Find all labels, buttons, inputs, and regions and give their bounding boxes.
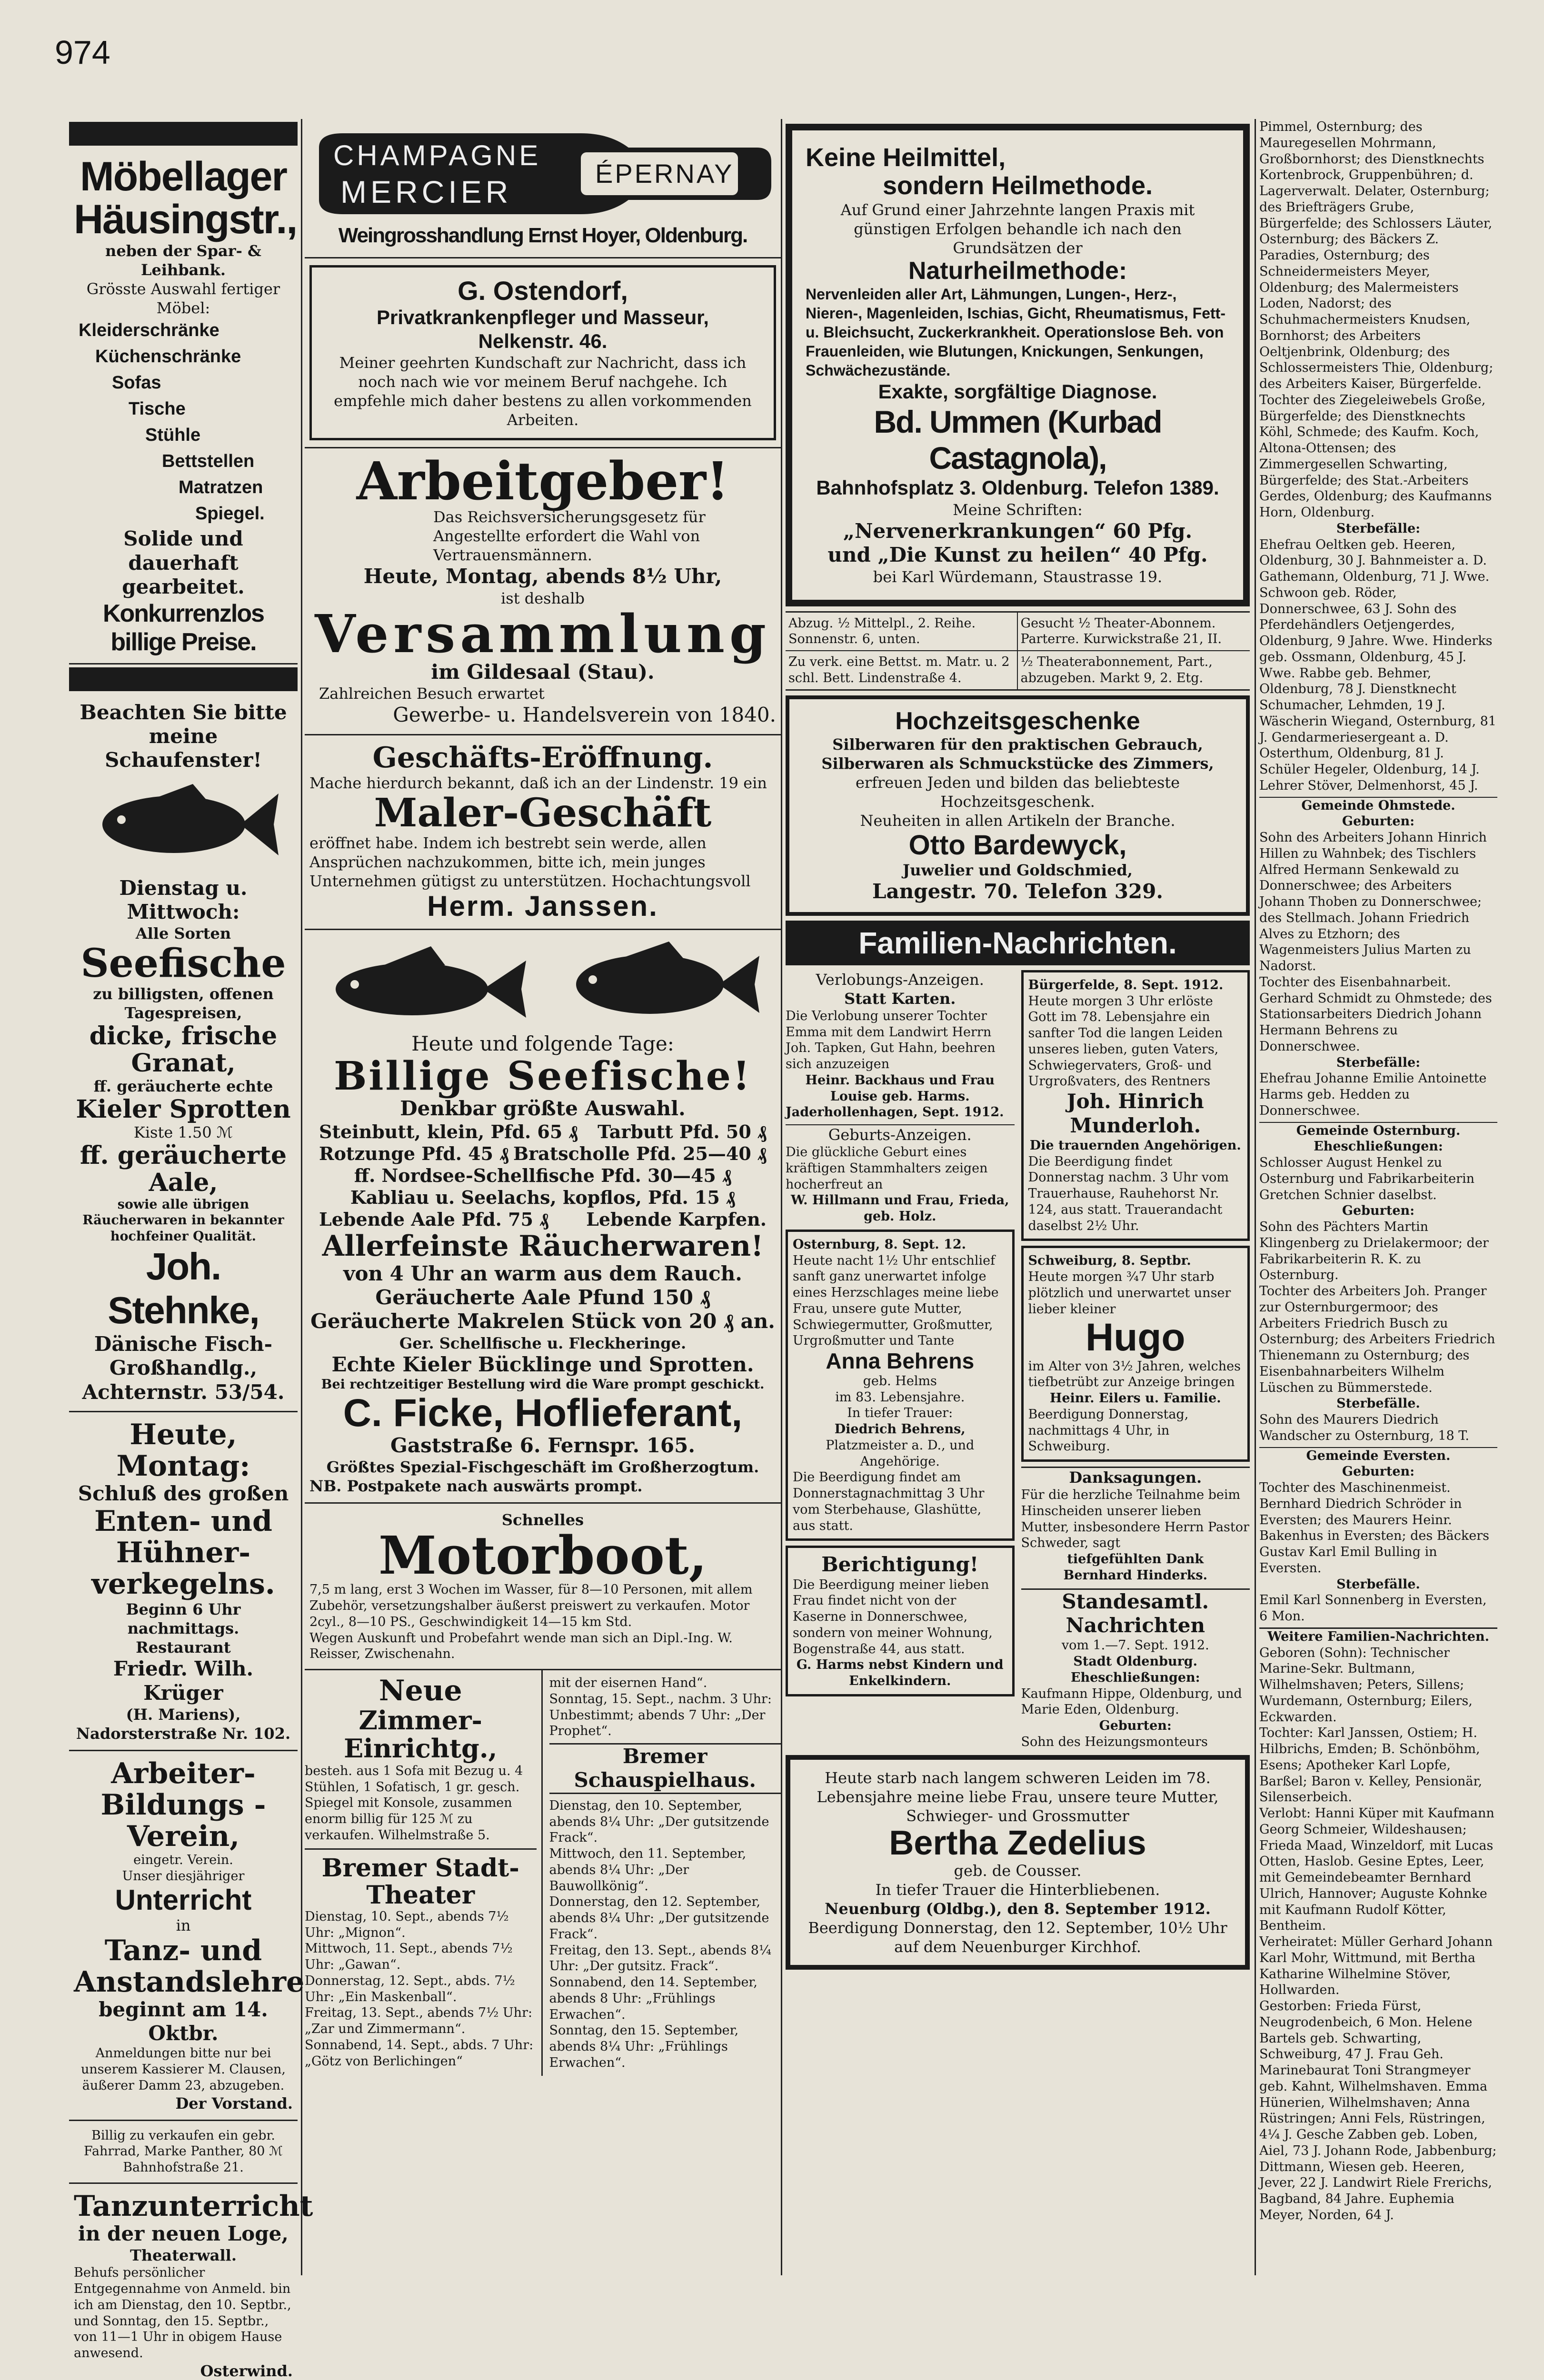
- section-heading: Statt Karten.: [844, 989, 956, 1008]
- notice-behrens: [786, 1230, 1015, 1541]
- ad-name: Joh. Stehnke,: [108, 1245, 259, 1331]
- register-heading: Weitere Familien-Nachrichten.: [1259, 1627, 1497, 1645]
- ad-title: Versammlung: [315, 603, 771, 664]
- ad-text: Theaterwall.: [130, 2246, 237, 2265]
- ad-text: Neuheiten in allen Artikeln der Branche.: [860, 811, 1175, 830]
- register-heading: Geburten:: [1342, 814, 1415, 829]
- notice-signature: Heinr. Backhaus und Frau Louise geb. Harms.: [805, 1072, 995, 1104]
- fish-illustration: [83, 779, 283, 870]
- ad-text: (H. Mariens),: [126, 1706, 241, 1724]
- performance-line: Dienstag, 10. Sept., abends 7½ Uhr: „Mignon“.: [305, 1909, 509, 1940]
- ad-text: Ger. Schellfische u. Fleckheringe.: [399, 1334, 687, 1352]
- furniture-item: Bettstellen: [162, 451, 255, 472]
- notice-text: tiefgefühlten Dank: [1067, 1552, 1204, 1567]
- register-text: Emil Karl Sonnenberg in Eversten, 6 Mon.: [1259, 1593, 1487, 1624]
- ad-text: Nelkenstr. 46.: [478, 329, 608, 352]
- notice-signature: Diedrich Behrens,: [834, 1422, 966, 1437]
- performance-line: Sonntag, den 15. September, abends 8¼ Uhr: „Frühlings Erwachen“.: [549, 2023, 739, 2070]
- performance-line: Sonnabend, den 14. September, abends 8 Uhr: „Frühlings Erwachen“.: [549, 1975, 757, 2022]
- ad-text: Langestr. 70. Telefon 329.: [872, 879, 1163, 903]
- notice-signature: Bernhard Hinderks.: [1063, 1567, 1207, 1583]
- ad-name: Friedr. Wilh. Krüger: [113, 1657, 254, 1705]
- furniture-item: Küchenschränke: [95, 346, 241, 367]
- ad-motorboot: [305, 1504, 781, 1670]
- page-number: 974: [55, 34, 110, 71]
- familien-right: [1021, 970, 1250, 1750]
- ad-name: G. Ostendorf,: [458, 276, 628, 306]
- performance-line: Donnerstag, den 12. September, abends 8¼ Uhr: „Der gutsitzende Frack“.: [549, 1894, 769, 1942]
- ad-text: ist deshalb: [501, 589, 585, 607]
- ad-moebellager: [69, 149, 298, 664]
- champagne-bottle: [314, 129, 771, 219]
- notice-text: In tiefer Trauer:: [847, 1406, 953, 1421]
- notice-hugo: [1021, 1246, 1250, 1462]
- performance-line: Sonntag, 15. Sept., nachm. 3 Uhr: Unbestimmt; abends 7 Uhr: „Der Prophet“.: [549, 1691, 772, 1739]
- ad-title: Maler-Geschäft: [374, 790, 712, 836]
- register-text: Tochter: Karl Janssen, Ostiem; H. Hilbrichs, Emden; B. Schönböhm, Esens; Apotheker Karl Lopfe, Barßel; Baron v. Kelley, Pensionär, Silenserbeich.: [1259, 1726, 1483, 1805]
- ad-text: Bei rechtzeitiger Bestellung wird die Ware prompt geschickt.: [321, 1377, 765, 1392]
- ad-text: Mache hierdurch bekannt, daß ich an der Lindenstr. 19 ein: [309, 774, 767, 792]
- price-item: Tarbutt Pfd. 50 ₰: [598, 1121, 767, 1142]
- ad-text: Enten- und Hühner-verkegelns.: [91, 1505, 275, 1601]
- ad-arbeitgeber: [305, 448, 781, 735]
- register-text: Tochter des Ziegeleiwebels Große, Bürgerfelde; des Dienstknechts Köhl, Schmede; des Kaufm. Koch, Altona-Ottensen; des Zimmergesellen Schwarting, Bürgerfelde; des Stat.-Arbeiters Gerdes, Oldenburg; des Kaufmanns Horn, Oldenburg.: [1259, 392, 1492, 520]
- ad-title: Hochzeitsgeschenke: [895, 707, 1140, 735]
- ad-text: und „Die Kunst zu heilen“ 40 Pfg.: [827, 543, 1208, 567]
- ad-text: Das Reichsversicherungsgesetz für Angestellte erfordert die Wahl von Vertrauensmännern.: [433, 508, 706, 565]
- ad-title: Bremer Schauspielhaus.: [549, 1743, 781, 1794]
- section-heading: Verlobungs-Anzeigen.: [816, 970, 984, 989]
- notice-text: Beerdigung Donnerstag, den 12. September, 10½ Uhr auf dem Neuenburger Kirchhof.: [808, 1919, 1227, 1956]
- ad-text: Beginn 6 Uhr nachmittags.: [126, 1600, 241, 1638]
- ad-text: bei Karl Würdemann, Staustrasse 19.: [873, 567, 1163, 586]
- column-1: [69, 119, 313, 2380]
- ad-text: dicke, frische Granat,: [89, 1021, 278, 1078]
- section-heading: Geburts-Anzeigen.: [786, 1124, 1015, 1144]
- ad-text: Dienstag u. Mittwoch:: [119, 876, 248, 924]
- ad-text: Meine Schriften:: [953, 500, 1083, 519]
- register-text: Sohn des Arbeiters Johann Hinrich Hillen zu Wahnbek; des Tischlers Alfred Hermann Senkewald zu Donnerschwee; des Arbeiters Johann Thoben zu Donnerschwee; des Stellmach. Johann Friedrich Alves zu Etzhorn; des Wagenmeisters Julius Marten zu Nadorst.: [1259, 830, 1487, 973]
- ad-name: C. Ficke, Hoflieferant,: [343, 1391, 743, 1435]
- furniture-item: Spiegel.: [195, 504, 265, 524]
- notice-signature: Heinr. Eilers u. Familie.: [1049, 1391, 1221, 1406]
- register-text: Tochter des Maschinenmeist. Bernhard Diedrich Schröder in Eversten; des Maurers Heinr. Bakenhus in Eversten; des Bäckers Gustav Karl Emil Bulling in Eversten.: [1259, 1480, 1489, 1576]
- ad-title: sondern Heilmethode.: [882, 171, 1153, 200]
- notice-title: Standesamtl. Nachrichten: [1062, 1589, 1209, 1637]
- ad-text: Neue: [379, 1674, 462, 1708]
- notice-text: Die Beerdigung meiner lieben Frau findet nicht von der Kaserne in Donnerschwee, sondern von meiner Wohnung, Bogenstraße 44, aus statt.: [793, 1577, 993, 1656]
- ad-signature: Osterwind.: [200, 2361, 293, 2380]
- ad-text: in: [176, 1916, 191, 1934]
- register-text: Schlosser August Henkel zu Osternburg und Fabrikarbeiterin Gretchen Schnier daselbst.: [1259, 1155, 1475, 1202]
- brand-line: CHAMPAGNE: [333, 139, 541, 171]
- furniture-item: Sofas: [112, 372, 161, 393]
- notice-text: Neuenburg (Oldbg.), den 8. September 1912.: [825, 1900, 1211, 1918]
- ad-subtitle: neben der Spar- & Leihbank.: [105, 241, 261, 279]
- ad-title: Naturheilmethode:: [908, 257, 1127, 285]
- ad-title: Zimmer-Einrichtg.,: [344, 1705, 498, 1764]
- ad-text: Exakte, sorgfältige Diagnose.: [878, 380, 1157, 403]
- price-row: [309, 1187, 776, 1209]
- ad-schauspielhaus: [549, 1670, 781, 2076]
- notice-text: vom 1.—7. Sept. 1912.: [1061, 1638, 1209, 1653]
- notice-signature: G. Harms nebst Kindern und Enkelkindern.: [796, 1657, 1004, 1689]
- ad-text: Schluß des großen: [78, 1481, 289, 1505]
- notice-text: Stadt Oldenburg.: [1073, 1654, 1198, 1669]
- ad-seefische-stehnke: [69, 694, 298, 1412]
- ad-text: Alle Sorten: [135, 924, 231, 943]
- register-heading: Eheschließungen:: [1314, 1139, 1443, 1154]
- small-ads-grid: [786, 611, 1250, 691]
- ad-text: zu billigsten, offenen Tagespreisen,: [93, 984, 274, 1022]
- ad-text: Denkbar größte Auswahl.: [400, 1097, 686, 1121]
- price-item: Lebende Aale Pfd. 75 ₰: [319, 1208, 549, 1230]
- divider-bar: [69, 122, 298, 146]
- register-heading: Geburten:: [1342, 1464, 1415, 1479]
- ad-maler-geschaeft: [305, 735, 781, 930]
- ad-text: eingetr. Verein.: [133, 1853, 233, 1868]
- brand-place: ÉPERNAY: [595, 159, 734, 188]
- ad-text: Konkurrenzlos billige Preise.: [102, 599, 264, 656]
- notice-text: Heute morgen ¾7 Uhr starb plötzlich und unerwartet unser lieber kleiner: [1028, 1269, 1231, 1317]
- notice-signature: Die trauernden Angehörigen.: [1029, 1138, 1241, 1153]
- ad-text: Kiste 1.50 ℳ: [133, 1123, 233, 1142]
- ad-text: Unser diesjähriger: [122, 1868, 245, 1884]
- notice-text: Für die herzliche Teilnahme beim Hinscheiden unserer lieben Mutter, insbesondere Herrn Pastor Schweder, sagt: [1021, 1488, 1249, 1551]
- ad-title: Arbeitgeber!: [356, 450, 729, 512]
- ad-text: Privatkrankenpfleger und Masseur,: [377, 306, 709, 328]
- register-text: Pimmel, Osternburg; des Mauregesellen Mohrmann, Großbornhorst; des Dienstknechts Kortenbrock, Gruppenbühren; d. Lagerverwalt. Delater, Osternburg; des Briefträgers Grube, Bürgerfelde; des Schlossers Läuter, Osternburg; des Bäckers Z. Paradies, Osternburg; des Schneidermeisters Meyer, Oldenburg; des Malermeisters Loden, Nadorst; des Schuhmachermeisters Knudsen, Bornhorst; des Arbeiters Oeltjenbrink, Oldenburg; des Schlossermeisters Thie, Oldenburg; des Arbeiters Kaiser, Bürgerfelde.: [1259, 119, 1494, 391]
- register-text: Geboren (Sohn): Technischer Marine-Sekr. Bultmann, Wilhelmshaven; Peters, Sillens; Wurdemann, Osternburg; Eilers, Eckwarden.: [1259, 1645, 1473, 1725]
- column-4: [1255, 119, 1502, 2275]
- ad-title: Tanz- und Anstandslehre: [74, 1934, 305, 1999]
- register-heading: Gemeinde Ohmstede.: [1259, 797, 1497, 814]
- ad-text: Zahlreichen Besuch erwartet: [319, 684, 545, 703]
- price-row: [309, 1143, 776, 1165]
- notice-text: Jaderhollenhagen, Sept. 1912.: [786, 1105, 1004, 1120]
- ad-name: Bd. Ummen (Kurbad Castagnola),: [874, 404, 1162, 476]
- register-text: Tochter des Arbeiters Joh. Pranger zur Osternburgermoor; des Arbeiters Friedrich Busch zu Osternburg; des Arbeiters Friedrich Thienemann zu Osternburg; des Eisenbahnarbeiters Wilhelm Lüschen zu Bümmerstede.: [1259, 1284, 1495, 1395]
- ad-text: Geräucherte Aale Pfund 150 ₰: [375, 1285, 710, 1309]
- notice-text: Geburten:: [1099, 1718, 1172, 1734]
- familien-left: [786, 970, 1015, 1750]
- small-ad: Abzug. ½ Mittelpl., 2. Reihe. Sonnenstr. 6, unten.: [786, 613, 1018, 652]
- ad-heilmethode: [781, 119, 1255, 611]
- notice-text: Die glückliche Geburt eines kräftigen Stammhalters zeigen hocherfreut an: [786, 1145, 988, 1192]
- register-text: Tochter des Eisenbahnarbeit. Gerhard Schmidt zu Ohmstede; des Stationsarbeiters Diedrich Johann Hermann Behrens zu Donnerschwee.: [1259, 974, 1492, 1054]
- ad-signature: Der Vorstand.: [175, 2094, 293, 2112]
- price-item: Bratscholle Pfd. 25—40 ₰: [513, 1142, 767, 1164]
- furniture-item: Matratzen: [179, 477, 263, 498]
- ad-text: Anmeldungen bitte nur bei unserem Kassierer M. Clausen, äußerer Damm 23, abzugeben.: [80, 2046, 286, 2093]
- ad-text: Solide und dauerhaft gearbeitet.: [122, 527, 245, 599]
- ad-title: Möbellager Häusingstr.,: [74, 154, 297, 243]
- ad-text: NB. Postpakete nach auswärts prompt.: [309, 1477, 643, 1496]
- ad-title: Geschäfts-Eröffnung.: [372, 741, 713, 774]
- notice-text: Heute nacht 1½ Uhr entschlief sanft ganz unerwartet infolge eines Herzschlages meine liebe Frau, unsere gute Mutter, Schwiegermutter, Großmutter, Urgroßmutter und Tante: [793, 1253, 999, 1349]
- register-heading: Gemeinde Osternburg.: [1259, 1122, 1497, 1139]
- register-text: Verheiratet: Müller Gerhard Johann Karl Mohr, Wittmund, mit Bertha Katharine Wilhelmine Stöver, Hollwarden.: [1259, 1934, 1493, 1998]
- price-row: [309, 1209, 776, 1230]
- register-heading: Gemeinde Eversten.: [1259, 1447, 1497, 1464]
- register-text: Ehefrau Johanne Emilie Antoinette Harms geb. Hedden zu Donnerschwee.: [1259, 1071, 1487, 1118]
- ad-text: 7,5 m lang, erst 3 Wochen im Wasser, für 8—10 Personen, mit allem Zubehör, versetzungshalber äußerst preiswert zu verkaufen. Motor 2cyl., 8—10 PS., Geschwindigkeit 14—15 km Std.: [309, 1582, 753, 1629]
- ad-title: Seefische: [80, 941, 286, 987]
- ad-ficke-seefische: [305, 930, 781, 1504]
- furniture-item: Stühle: [145, 425, 201, 445]
- familien-nachrichten-banner: Familien-Nachrichten.: [786, 921, 1250, 965]
- small-ad: Zu verk. eine Bettst. m. Matr. u. 2 schl. Bett. Lindenstraße 4.: [786, 651, 1018, 689]
- ad-text: Echte Kieler Bücklinge und Sprotten.: [331, 1352, 754, 1376]
- notice-text: geb. Helms: [863, 1373, 937, 1388]
- small-ad: Gesucht ½ Theater-Abonnem. Parterre. Kurwickstraße 21, II.: [1018, 613, 1250, 652]
- ad-name: Otto Bardewyck,: [908, 829, 1127, 861]
- ad-title: Motorboot,: [378, 1525, 707, 1587]
- ad-text: Grösste Auswahl fertiger Möbel:: [86, 279, 280, 317]
- ad-stadttheater: [305, 1850, 537, 2074]
- ad-champagne-mercier: [305, 119, 781, 258]
- price-row: [309, 1165, 776, 1187]
- furniture-item: Kleiderschränke: [79, 320, 219, 340]
- notice-text: Die Verlobung unserer Tochter Emma mit dem Landwirt Herrn Joh. Tapken, Gut Hahn, beehren sich anzuzeigen: [786, 1008, 996, 1072]
- notice-berichtigung: [786, 1546, 1015, 1696]
- ad-text: eröffnet habe. Indem ich bestrebt sein werde, allen Ansprüchen nachzukommen, bitte ich, mein junges Unternehmen gütigst zu unterstützen. Hochachtungsvoll: [309, 833, 751, 890]
- standesamt-continuation: [1255, 119, 1502, 2223]
- performance-line: Freitag, 13. Sept., abends 7½ Uhr: „Zar und Zimmermann“.: [305, 2005, 533, 2037]
- ad-title: Billige Seefische!: [334, 1053, 752, 1100]
- brand-name: MERCIER: [340, 174, 512, 209]
- ad-zimmer-einrichtung: [305, 1670, 537, 1850]
- ad-text: Heute und folgende Tage:: [411, 1031, 674, 1055]
- ad-text: Schnelles: [501, 1511, 584, 1529]
- notice-title: Danksagungen.: [1069, 1468, 1202, 1487]
- furniture-item: Tische: [129, 398, 186, 419]
- ad-text: besteh. aus 1 Sofa mit Bezug u. 4 Stühlen, 1 Sofatisch, 1 gr. gesch. Spiegel mit Konsole, zusammen enorm billig für 125 ℳ zu verkaufen. Wilhelmstraße 5.: [305, 1763, 523, 1843]
- performance-line: Mittwoch, den 11. September, abends 8¼ Uhr: „Der Bauwollkönig“.: [549, 1846, 747, 1894]
- ad-title: Unterricht: [115, 1884, 252, 1916]
- notice-text: Heute morgen 3 Uhr erlöste Gott im 78. Lebensjahre ein sanfter Tod die langen Leiden unseres lieben, guten Vaters, Schwiegervaters, Groß- und Urgroßvaters, des Rentners: [1028, 993, 1223, 1089]
- ad-text: Wegen Auskunft und Probefahrt wende man sich an Dipl.-Ing. W. Reisser, Zwischenahn.: [309, 1630, 733, 1662]
- ad-text: Geräucherte Makrelen Stück von 20 ₰ an.: [310, 1309, 775, 1333]
- ad-text: in der neuen Loge,: [78, 2221, 289, 2245]
- price-row: [309, 1121, 776, 1143]
- ad-text: Gaststraße 6. Fernspr. 165.: [390, 1433, 695, 1457]
- ad-fahrrad: Billig zu verkaufen ein gebr. Fahrrad, Marke Panther, 80 ℳ Bahnhofstraße 21.: [69, 2121, 298, 2184]
- ad-bardewyck: [781, 691, 1255, 921]
- notice-name: Anna Behrens: [826, 1349, 975, 1374]
- performance-line: Sonnabend, 14. Sept., abds. 7 Uhr: „Götz von Berlichingen“: [305, 2037, 534, 2069]
- ad-text: sowie alle übrigen Räucherwaren in bekannter hochfeiner Qualität.: [82, 1197, 284, 1244]
- fish-illustrations: [309, 937, 776, 1032]
- ad-title: Keine Heilmittel,: [806, 143, 1006, 172]
- ad-title: Bremer Stadt-Theater: [321, 1853, 519, 1910]
- notice-text: im 83. Lebensjahre.: [835, 1389, 965, 1405]
- register-text: Verlobt: Hanni Küper mit Kaufmann Georg Schmeier, Wildeshausen; Frieda Maad, Winzeldorf, mit Lucas Otten, Haslob. Gesine Eptes, Leer, mit Gemeindebeamter Bernhard Ulrich, Hannover; Auguste Kohnke mit Kaufmann Rudolf Kötter, Bentheim.: [1259, 1806, 1494, 1934]
- ad-text: Silberwaren für den praktischen Gebrauch,: [832, 735, 1203, 754]
- ad-title: Tanzunterricht: [74, 2189, 313, 2223]
- register-text: Ehefrau Oeltken geb. Heeren, Oldenburg, 30 J. Bahnmeister a. D. Gathemann, Oldenburg, 71 J. Wwe. Schwoon geb. Röder, Donnerschwee, 63 J. Sohn des Pferdehändlers Oetjengerdes, Oldenburg, 9 Jahre. Wwe. Hinderks geb. Ossmann, Oldenburg, 45 J. Wwe. Rabbe geb. Behmer, Oldenburg, 78 J. Dienstknecht Schumacher, Lehmden, 19 J. Wäscherin Wiegand, Osternburg, 81 J. Gendarmeriesergeant a. D. Osterthum, Oldenburg, 81 J. Schüler Hegeler, Oldenburg, 14 J. Lehrer Stöver, Delmenhorst, 45 J.: [1259, 537, 1496, 793]
- notice-text: Die Beerdigung findet Donnerstag nachm. 3 Uhr vom Trauerhause, Rauhehorst Nr. 124, aus statt. Trauerandacht daselbst 2½ Uhr.: [1028, 1154, 1229, 1233]
- performance-line: Dienstag, den 10. September, abends 8¼ Uhr: „Der gutsitzende Frack“.: [549, 1798, 769, 1845]
- notice-text: Die Beerdigung findet am Donnerstagnachmittag 3 Uhr vom Sterbehause, Glashütte, aus statt.: [793, 1470, 985, 1533]
- notice-munderloh: [1021, 970, 1250, 1241]
- ad-text: ff. geräucherte Aale,: [80, 1141, 287, 1198]
- column-3: [781, 119, 1255, 2275]
- ad-title: Arbeiter-: [111, 1757, 256, 1791]
- notice-text: In tiefer Trauer die Hinterbliebenen.: [875, 1881, 1160, 1899]
- notice-text: im Alter von 3½ Jahren, welches tiefbetrübt zur Anzeige bringen: [1028, 1359, 1241, 1390]
- price-item: Kabliau u. Seelachs, kopflos, Pfd. 15 ₰: [350, 1186, 736, 1208]
- ad-text: „Nervenerkrankungen“ 60 Pfg.: [843, 519, 1193, 543]
- ad-text: im Gildesaal (Stau).: [431, 660, 655, 684]
- register-text: Sohn des Pächters Martin Klingenberg zu Drielakermoor; der Fabrikarbeiterin R. K. zu Osternburg.: [1259, 1220, 1489, 1283]
- notice-name: Joh. Hinrich Munderloh.: [1066, 1090, 1204, 1137]
- ad-text: Meiner geehrten Kundschaft zur Nachricht, dass ich noch nach wie vor meinem Beruf nachgehe. Ich empfehle mich daher bestens zu allen vorkommenden Arbeiten.: [334, 354, 752, 429]
- ad-text: Beachten Sie bitte meine Schaufenster!: [80, 700, 287, 772]
- ad-text: Dänische Fisch-Großhandlg.,: [94, 1332, 273, 1380]
- register-heading: Sterbefälle.: [1336, 1396, 1420, 1411]
- ad-text: Kieler Sprotten: [76, 1094, 291, 1124]
- price-item: Steinbutt, klein, Pfd. 65 ₰: [319, 1121, 578, 1142]
- ad-text: Silberwaren als Schmuckstücke des Zimmers,: [821, 754, 1214, 773]
- ad-signature: Gewerbe- u. Handelsverein von 1840.: [393, 703, 776, 727]
- register-heading: Sterbefälle:: [1336, 1055, 1421, 1070]
- ad-text: Restaurant: [136, 1638, 231, 1657]
- left-subcolumn: [305, 1670, 543, 2076]
- notice-text: Heute starb nach langem schweren Leiden im 78. Lebensjahre meine liebe Frau, unsere teure Mutter, Schwieger- und Grossmutter: [817, 1768, 1219, 1825]
- theater-section: [305, 1670, 781, 2076]
- performance-line: mit der eisernen Hand“.: [549, 1676, 707, 1691]
- ad-text: Bahnhofsplatz 3. Oldenburg. Telefon 1389.: [816, 476, 1219, 499]
- register-heading: Sterbefälle.: [1336, 1577, 1420, 1592]
- notice-text: Schweiburg, 8. Septbr.: [1028, 1253, 1191, 1269]
- ad-text: Juwelier und Goldschmied,: [903, 861, 1133, 879]
- notice-name: Bertha Zedelius: [889, 1824, 1146, 1862]
- fish-illustration: [321, 937, 531, 1032]
- ad-text: erfreuen Jeden und bilden das beliebteste Hochzeitsgeschenk.: [855, 773, 1180, 811]
- notice-text: Eheschließungen:: [1070, 1670, 1200, 1685]
- register-text: Sohn des Maurers Diedrich Wandscher zu Osternburg, 18 T.: [1259, 1412, 1469, 1443]
- ad-text: Behufs persönlicher Entgegennahme von Anmeld. bin ich am Dienstag, den 10. Septbr., und Sonntag, den 15. Septbr., von 11—1 Uhr in obigem Hause anwesend.: [74, 2265, 291, 2361]
- ad-text: Nervenleiden aller Art, Lähmungen, Lungen-, Herz-, Nieren-, Magenleiden, Ischias, Gicht, Rheumatismus, Fett- u. Bleichsucht, Zuckerkrankheit. Operationslose Beh. von Frauenleiden, wie Blutungen, Knickungen, Senkungen, Schwächezustände.: [806, 285, 1225, 379]
- ad-text: beginnt am 14. Oktbr.: [99, 1997, 268, 2045]
- register-text: Gestorben: Frieda Fürst, Neugrodenbeich, 6 Mon. Helene Bartels geb. Schwarting, Schweiburg, 47 J. Frau Geh. Marinebaurat Toni Strangmeyer geb. Kahnt, Wilhelmshaven. Emma Hünerien, Wilhelmshaven; Anna Rüstringen; Anni Fels, Rüstringen, 4¼ J. Gesche Zabben geb. Loben, Aiel, 73 J. Johann Rode, Jabbenburg; Dittmann, Wiesen geb. Heeren, Jever, 22 J. Landwirt Riele Frerichs, Bagband, 84 Jahre. Euphemia Meyer, Norden, 64 J.: [1259, 1999, 1497, 2222]
- ad-text: Nadorsterstraße Nr. 102.: [76, 1725, 291, 1743]
- ad-title: Allerfeinste Räucherwaren!: [322, 1229, 764, 1263]
- notice-text: Bürgerfelde, 8. Sept. 1912.: [1028, 977, 1224, 992]
- column-rule: [301, 119, 302, 2275]
- ad-text: Auf Grund einer Jahrzehnte langen Praxis mit günstigen Erfolgen behandle ich nach den Grundsätzen der: [840, 200, 1195, 257]
- performance-line: Mittwoch, 11. Sept., abends 7½ Uhr: „Gawan“.: [305, 1941, 513, 1973]
- notice-zedelius: [781, 1755, 1255, 1970]
- small-ad: ½ Theaterabonnement, Part., abzugeben. Markt 9, 2. Etg.: [1020, 654, 1213, 685]
- divider-bar: [69, 667, 298, 691]
- fish-illustration: [555, 937, 764, 1032]
- notice-text: Platzmeister a. D., und Angehörige.: [826, 1438, 975, 1469]
- ad-ostendorf: [305, 258, 781, 448]
- price-item: Rotzunge Pfd. 45 ₰: [319, 1142, 509, 1164]
- register-heading: Sterbefälle:: [1336, 521, 1421, 536]
- notice-text: Osternburg, 8. Sept. 12.: [793, 1237, 966, 1252]
- notice-text: Beerdigung Donnerstag, nachmittags 4 Uhr, in Schweiburg.: [1028, 1407, 1189, 1454]
- ad-kegeln: [69, 1412, 298, 1751]
- notice-text: geb. de Cousser.: [954, 1862, 1082, 1880]
- notice-text: Kaufmann Hippe, Oldenburg, und Marie Eden, Oldenburg.: [1021, 1686, 1242, 1717]
- ad-title: Bildungs - Verein,: [100, 1788, 266, 1854]
- notice-danksagung: [1021, 1467, 1250, 1584]
- notice-signature: W. Hillmann und Frau, Frieda, geb. Holz.: [791, 1193, 1009, 1224]
- ad-text: ff. geräucherte echte: [93, 1077, 273, 1095]
- register-heading: Geburten:: [1342, 1203, 1415, 1219]
- ad-arbeiter-bildungsverein: [69, 1751, 305, 2121]
- ad-text: Heute, Montag, abends 8½ Uhr,: [363, 565, 722, 588]
- notice-standesamt: [1021, 1588, 1250, 1750]
- notice-title: Berichtigung!: [821, 1553, 979, 1577]
- ad-name: Herm. Janssen.: [427, 890, 658, 922]
- price-item: ff. Nordsee-Schellfische Pfd. 30—45 ₰: [354, 1164, 732, 1186]
- ad-text: Weingrosshandlung Ernst Hoyer, Oldenburg.: [338, 224, 747, 247]
- ad-text: von 4 Uhr an warm aus dem Rauch.: [343, 1261, 742, 1285]
- performance-line: Freitag, den 13. Sept., abends 8¼ Uhr: „Der gutsitz. Frack“.: [549, 1943, 772, 1974]
- notice-name: Hugo: [1086, 1316, 1185, 1359]
- column-2: [305, 119, 781, 2275]
- notice-text: Sohn des Heizungsmonteurs: [1021, 1734, 1208, 1749]
- performance-line: Donnerstag, 12. Sept., abds. 7½ Uhr: „Ein Maskenball“.: [305, 1973, 515, 2004]
- price-item: Lebende Karpfen.: [586, 1208, 767, 1230]
- ad-title: Heute, Montag:: [116, 1418, 250, 1483]
- ad-tanzunterricht: [69, 2184, 313, 2380]
- ad-text: Achternstr. 53/54.: [82, 1380, 285, 1404]
- ad-text: Größtes Spezial-Fischgeschäft im Großherzogtum.: [326, 1458, 759, 1477]
- familien-grid: [781, 965, 1255, 1755]
